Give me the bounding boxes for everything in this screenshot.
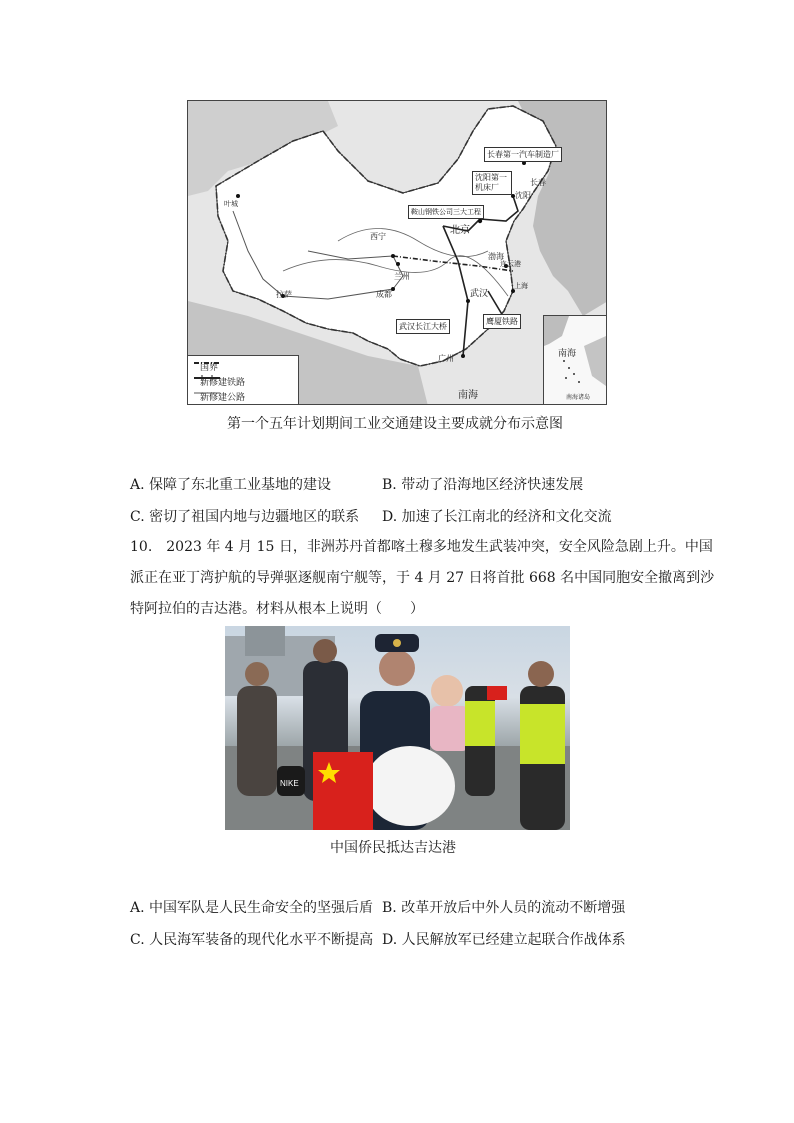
label-yecheng: 叶城 [224, 200, 238, 208]
label-nanhai-inset: 南海 [558, 349, 577, 359]
map-figure [187, 100, 607, 405]
label-lhasa: 拉萨 [276, 290, 292, 299]
label-bohai: 渤海 [488, 252, 504, 261]
q9-option-c: C. 密切了祖国内地与边疆地区的联系 [130, 509, 360, 525]
legend-highway: 新修建公路 [200, 392, 246, 403]
wuhan-bridge-box: 武汉长江大桥 [396, 319, 450, 334]
q10-stem-line1: 10. 2023 年 4 月 15 日，非洲苏丹首都喀土穆多地发生武装冲突，安全风险急剧上升。中国 [130, 539, 713, 555]
photo-drawing [225, 626, 570, 830]
q9-option-a: A. 保障了东北重工业基地的建设 [130, 477, 332, 493]
label-nanhai-islands: 南海诸岛 [566, 394, 591, 401]
bag-brand-text: NIKE [280, 779, 299, 788]
q9-option-d: D. 加速了长江南北的经济和文化交流 [382, 509, 612, 525]
q9-option-b: B. 带动了沿海地区经济快速发展 [382, 477, 584, 493]
q10-option-c: C. 人民海军装备的现代化水平不断提高 [130, 932, 374, 948]
q10-stem-line3: 特阿拉伯的吉达港。材料从根本上说明（ ） [130, 601, 424, 617]
nanhai-inset [543, 315, 606, 404]
label-shenyang: 沈阳 [515, 191, 531, 200]
label-shanghai: 上海 [514, 282, 528, 290]
label-guangzhou: 广州 [438, 354, 454, 363]
label-lanzhou: 兰州 [394, 272, 410, 281]
label-beijing: 北京 [450, 225, 470, 236]
legend-railway: 新修建铁路 [200, 377, 246, 388]
anshan-box: 鞍山钢铁公司三大工程 [408, 205, 484, 219]
label-changchun: 长春 [530, 178, 546, 187]
legend-border: 国界 [200, 362, 219, 373]
jeddah-photo [225, 626, 570, 830]
yingxia-railway-box: 鹰厦铁路 [483, 314, 521, 329]
map-caption: 第一个五年计划期间工业交通建设主要成就分布示意图 [227, 416, 563, 432]
inset-drawing [544, 316, 606, 404]
label-nanhai: 南海 [458, 390, 478, 401]
label-wuhan: 武汉 [470, 289, 489, 299]
q10-stem-line2: 派正在亚丁湾护航的导弹驱逐舰南宁舰等，于 4 月 27 日将首批 668 名中国同胞安全撤离到沙 [130, 570, 715, 586]
q10-option-a: A. 中国军队是人民生命安全的坚强后盾 [130, 900, 374, 916]
q10-option-d: D. 人民解放军已经建立起联合作战体系 [382, 932, 626, 948]
label-xining: 西宁 [370, 232, 386, 241]
shenyang-factory-box: 沈阳第一机床厂 [472, 171, 512, 195]
map-legend [188, 355, 299, 404]
label-chengdu: 成都 [376, 290, 392, 299]
label-lianyungang: 连云港 [500, 260, 521, 268]
changchun-factory-box: 长春第一汽车制造厂 [484, 147, 562, 162]
q10-option-b: B. 改革开放后中外人员的流动不断增强 [382, 900, 626, 916]
photo-caption: 中国侨民抵达吉达港 [330, 840, 456, 856]
